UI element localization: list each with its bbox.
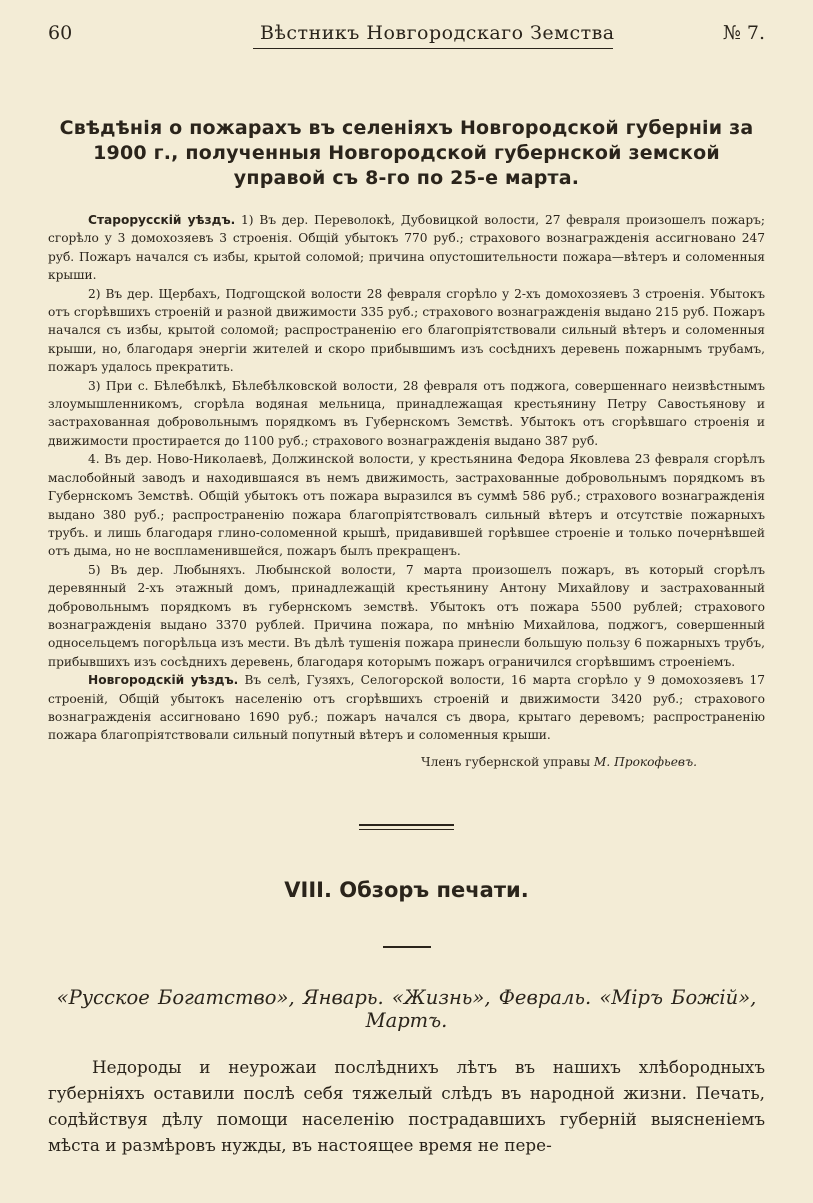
journal-title: Вѣстникъ Новгородскаго Земства — [260, 22, 615, 44]
report-paragraph: 2) Въ дер. Щербахъ, Подгощской волости 28 февраля сгорѣло у 2-хъ домохозяевъ 3 строенія. Убытокъ отъ сгорѣвшихъ строеній и разной движимости 335 руб.; страхового вознагражденія выдано 215 руб. Пожаръ начался съ избы, крытой соломой; распространенію его благопріятствовали сильный вѣтеръ и соломенныя крыши, но, благодаря энергіи жителей и скоро прибывшимъ изъ сосѣднихъ деревень пожарнымъ трубамъ, пожаръ удалось прекратить. — [48, 286, 765, 375]
page-number: 60 — [48, 22, 73, 44]
body-paragraph: Недороды и неурожаи послѣднихъ лѣтъ въ нашихъ хлѣбородныхъ губерніяхъ оставили послѣ себя тяжелый слѣдъ въ народной жизни. Печать, содѣйствуя дѣлу помощи населенію пострадавшихъ губерній выясненіемъ мѣста и размѣровъ нужды, въ настоящее время не пере- — [48, 1056, 765, 1155]
paragraph-text: 1) Въ дер. Переволокѣ, Дубовицкой волости, 27 февраля произошелъ пожаръ; сгорѣло у 3 домохозяевъ 3 строенія. Общій убытокъ 770 руб.; страхового вознагражденія ассигновано 247 руб. Пожаръ начался съ избы, крытой соломой; причина опустошительности пожара—вѣтеръ и соломенныя крыши. — [48, 213, 765, 283]
report-paragraph — [48, 211, 765, 285]
section-title: VIII. Обзоръ печати. — [284, 877, 529, 902]
section-divider — [359, 824, 454, 830]
header-rule — [253, 48, 613, 49]
signature — [48, 755, 697, 769]
district-heading: Новгородскій уѣздъ. — [88, 673, 239, 688]
review-text — [48, 1054, 765, 1158]
signature-role: Членъ губернской управы — [421, 754, 591, 769]
section-rule — [383, 946, 431, 948]
report-paragraph — [48, 671, 765, 745]
signature-name: М. Прокофьевъ. — [593, 754, 697, 769]
page-header — [48, 22, 765, 52]
district-heading: Старорусскій уѣздъ. — [88, 213, 236, 227]
issue-number: № 7. — [722, 22, 765, 44]
fire-report — [48, 211, 765, 745]
report-paragraph: 5) Въ дер. Любыняхъ. Любынской волости, 7 марта произошелъ пожаръ, въ который сгорѣлъ деревянный 2-хъ этажный домъ, принадлежащій крестьянину Антону Михайлову и застрахованный добровольнымъ порядкомъ въ губернскомъ земствѣ. Убытокъ отъ пожара 5500 рублей; страхового вознагражденія выдано 3370 рублей. Причина пожара, по мнѣнію Михайлова, поджогъ, совершенный односельцемъ погорѣльца изъ мести. Въ дѣлѣ тушенія пожара принесли большую пользу 6 пожарныхъ трубъ, прибывшихъ изъ сосѣднихъ деревень, благодаря которымъ пожаръ ограничился сгорѣвшимъ строеніемъ. — [48, 562, 765, 669]
report-paragraph: 3) При с. Бѣлебѣлкѣ, Бѣлебѣлковской волости, 28 февраля отъ поджога, совершеннаго неизвѣстнымъ злоумышленникомъ, сгорѣла водяная мельница, принадлежащая крестьянину Петру Савостьянову и застрахованная добровольнымъ порядкомъ въ Губернскомъ Земствѣ. Убытокъ отъ сгорѣвшаго строенія и движимости простирается до 1100 руб.; страхового вознагражденія выдано 387 руб. — [48, 378, 765, 448]
article-title: Свѣдѣнія о пожарахъ въ селеніяхъ Новгородской губерніи за 1900 г., полученныя Новгородской губернской земской управой съ 8-го по 25-е марта. — [59, 117, 754, 189]
report-paragraph: 4. Въ дер. Ново-Николаевѣ, Должинской волости, у крестьянина Федора Яковлева 23 февраля сгорѣлъ маслобойный заводъ и находившаяся въ немъ движимость, застрахованные добровольнымъ порядкомъ въ Губернскомъ Земствѣ. Общій убытокъ отъ пожара выразился въ суммѣ 586 руб.; страхового вознагражденія выдано 380 руб.; распространенію пожара благопріятствовалъ сильный вѣтеръ и отсутствіе пожарныхъ трубъ. и лишь благодаря глино-соломенной крышѣ, придавившей горѣвшее строеніе и только почернѣвшей отъ дыма, но не воспламенившейся, пожаръ былъ прекращенъ. — [48, 452, 765, 559]
journal-list: «Русское Богатство», Январь. «Жизнь», Февраль. «Міръ Божій», Мартъ. — [56, 985, 757, 1032]
paragraph-text: Въ селѣ, Гузяхъ, Селогорской волости, 16 марта сгорѣло у 9 домохозяевъ 17 строеній, Общій убытокъ населенію отъ сгорѣвшихъ строеній и движимости 3420 руб.; страхового вознагражденія ассигновано 1690 руб.; пожаръ начался съ двора, крытаго деревомъ; распространенію пожара благопріятствовали сильный попутный вѣтеръ и соломенныя крыши. — [48, 673, 765, 743]
